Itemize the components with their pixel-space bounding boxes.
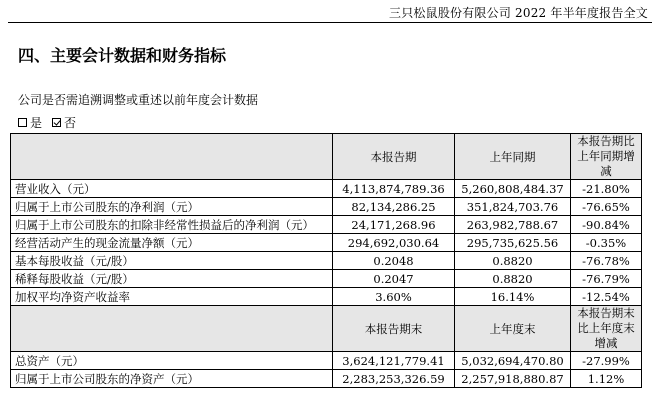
table-row bbox=[11, 234, 642, 252]
row-label: 稀释每股收益（元/股） bbox=[11, 270, 333, 288]
row-label: 经营活动产生的现金流量净额（元） bbox=[11, 234, 333, 252]
table-row bbox=[11, 370, 642, 388]
row-value: 2,283,253,326.59 bbox=[333, 370, 455, 388]
row-value: -0.35% bbox=[571, 234, 642, 252]
row-value: 294,692,030.64 bbox=[333, 234, 455, 252]
row-value: -21.80% bbox=[571, 180, 642, 198]
column-header bbox=[11, 306, 333, 352]
row-value: 3,624,121,779.41 bbox=[333, 352, 455, 370]
table-row bbox=[11, 180, 642, 198]
checkbox-yes-label: 是 bbox=[30, 116, 43, 130]
row-label: 归属于上市公司股东的净利润（元） bbox=[11, 198, 333, 216]
row-value: -76.78% bbox=[571, 252, 642, 270]
row-value: -12.54% bbox=[571, 288, 642, 306]
header-rule bbox=[8, 22, 652, 23]
table-row bbox=[11, 352, 642, 370]
row-value: 1.12% bbox=[571, 370, 642, 388]
restatement-question: 公司是否需追溯调整或重述以前年度会计数据 bbox=[18, 93, 259, 107]
column-header: 本报告期比上年同期增减 bbox=[571, 134, 642, 180]
checkbox-yes[interactable] bbox=[18, 118, 27, 127]
table-row bbox=[11, 216, 642, 234]
table-row bbox=[11, 252, 642, 270]
row-value: 0.8820 bbox=[455, 252, 571, 270]
row-value: 82,134,286.25 bbox=[333, 198, 455, 216]
row-label: 归属于上市公司股东的扣除非经常性损益后的净利润（元） bbox=[11, 216, 333, 234]
column-header: 上年同期 bbox=[455, 134, 571, 180]
row-value: 263,982,788.67 bbox=[455, 216, 571, 234]
section-title: 四、主要会计数据和财务指标 bbox=[18, 46, 227, 65]
row-value: 0.2047 bbox=[333, 270, 455, 288]
table-header-row bbox=[11, 134, 642, 180]
row-label: 总资产（元） bbox=[11, 352, 333, 370]
column-header: 上年度末 bbox=[455, 306, 571, 352]
row-value: -27.99% bbox=[571, 352, 642, 370]
row-value: 4,113,874,789.36 bbox=[333, 180, 455, 198]
table-row bbox=[11, 198, 642, 216]
running-header: 三只松鼠股份有限公司 2022 年半年度报告全文 bbox=[389, 6, 648, 20]
table-row bbox=[11, 288, 642, 306]
row-label: 基本每股收益（元/股） bbox=[11, 252, 333, 270]
row-label: 加权平均净资产收益率 bbox=[11, 288, 333, 306]
row-value: -76.79% bbox=[571, 270, 642, 288]
column-header: 本报告期 bbox=[333, 134, 455, 180]
row-value: -90.84% bbox=[571, 216, 642, 234]
row-value: 5,032,694,470.80 bbox=[455, 352, 571, 370]
checkbox-no-label: 否 bbox=[64, 116, 77, 130]
row-label: 营业收入（元） bbox=[11, 180, 333, 198]
column-header: 本报告期末比上年度末增减 bbox=[571, 306, 642, 352]
financial-data-table bbox=[10, 133, 642, 388]
row-value: 295,735,625.56 bbox=[455, 234, 571, 252]
row-value: 351,824,703.76 bbox=[455, 198, 571, 216]
column-header: 本报告期末 bbox=[333, 306, 455, 352]
row-value: 0.8820 bbox=[455, 270, 571, 288]
checkbox-no[interactable] bbox=[52, 118, 61, 127]
restatement-answer bbox=[18, 114, 76, 131]
table-row bbox=[11, 270, 642, 288]
row-value: 5,260,808,484.37 bbox=[455, 180, 571, 198]
row-value: 16.14% bbox=[455, 288, 571, 306]
row-value: -76.65% bbox=[571, 198, 642, 216]
row-value: 0.2048 bbox=[333, 252, 455, 270]
row-label: 归属于上市公司股东的净资产（元） bbox=[11, 370, 333, 388]
row-value: 24,171,268.96 bbox=[333, 216, 455, 234]
row-value: 3.60% bbox=[333, 288, 455, 306]
column-header bbox=[11, 134, 333, 180]
row-value: 2,257,918,880.87 bbox=[455, 370, 571, 388]
table-header-row bbox=[11, 306, 642, 352]
